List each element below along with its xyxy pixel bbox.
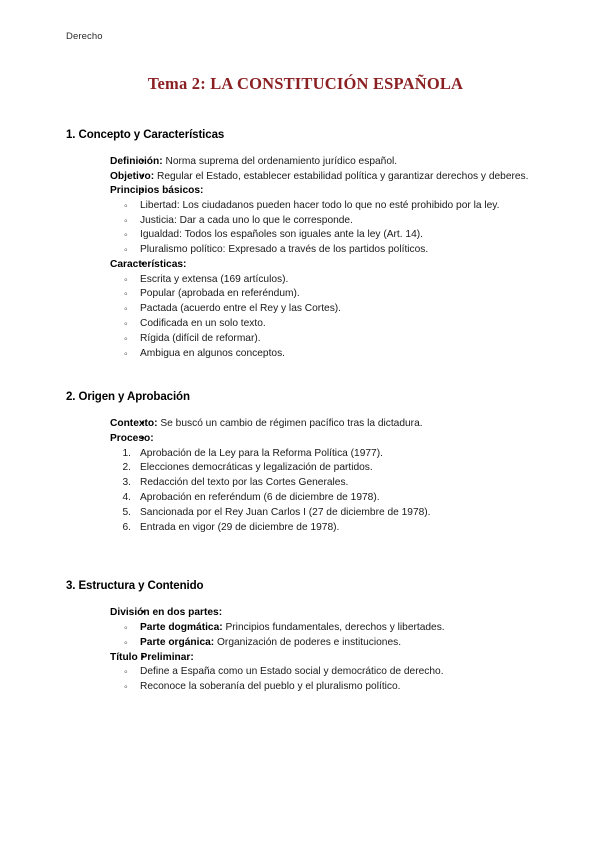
item-lead: Contexto: [110, 418, 158, 430]
sub-item-lead: Parte orgánica: [140, 636, 215, 648]
bullet-row [110, 606, 545, 621]
section-heading-1: 1. Concepto y Características [66, 129, 225, 141]
list-item [66, 258, 545, 361]
sub-item-text: Organización de poderes e instituciones. [214, 636, 402, 648]
bullet-row [110, 417, 545, 432]
item-lead: Características: [110, 258, 187, 270]
list-item [66, 184, 545, 258]
principios-basicos-sublist [110, 199, 545, 258]
numbered-list-item: Elecciones democráticas y legalización de partidos. [140, 462, 373, 474]
item-lead: Proceso: [110, 432, 154, 444]
sub-list-item: ◦ Pactada (acuerdo entre el Rey y las Cortes). [110, 302, 545, 317]
sub-list-item: ◦ Libertad: Los ciudadanos pueden hacer todo lo que no esté prohibido por la ley. [110, 199, 545, 214]
section-3-list [66, 606, 545, 694]
bullet-row [110, 184, 545, 199]
sub-list-item: ◦ Reconoce la soberanía del pueblo y el pluralismo político. [110, 680, 545, 695]
sub-list-item: ◦ Define a España como un Estado social y democrático de derecho. [110, 665, 545, 680]
page-title: Tema 2: LA CONSTITUCIÓN ESPAÑOLA [147, 74, 464, 93]
bullet-row [110, 651, 545, 666]
numbered-list-item: Aprobación en referéndum (6 de diciembre de 1978). [140, 491, 380, 503]
section-1-list [66, 155, 545, 361]
sub-list-item: ◦ Pluralismo político: Expresado a través de los partidos políticos. [110, 243, 545, 258]
list-item [66, 170, 545, 185]
list-item [66, 432, 545, 535]
running-header: Derecho [66, 31, 103, 42]
section-heading-3: 3. Estructura y Contenido [66, 580, 204, 593]
section-heading-2: 2. Origen y Aprobación [66, 391, 190, 404]
proceso-numbered-list [110, 447, 545, 536]
list-item [66, 155, 545, 170]
item-text: Norma suprema del ordenamiento jurídico español. [162, 156, 398, 167]
sub-list-item: ◦ Rígida (difícil de reformar). [110, 332, 545, 347]
sub-list-item: ◦ Ambigua en algunos conceptos. [110, 347, 545, 362]
bullet-row [110, 258, 545, 273]
titulo-preliminar-sublist [110, 665, 545, 695]
caracteristicas-sublist [110, 273, 545, 362]
bullet-row [110, 170, 545, 185]
sub-item-lead: Parte dogmática: [140, 621, 223, 633]
item-lead: División en dos partes: [110, 607, 223, 619]
division-partes-sublist [110, 621, 545, 651]
numbered-list-item: Redacción del texto por las Cortes Generales. [140, 477, 349, 489]
numbered-list-item: Sancionada por el Rey Juan Carlos I (27 de diciembre de 1978). [140, 506, 431, 518]
numbered-list-item: Aprobación de la Ley para la Reforma Política (1977). [140, 447, 383, 459]
list-item [66, 606, 545, 650]
sub-list-item: ◦ Codificada en un solo texto. [110, 317, 545, 332]
item-lead: Título Preliminar: [110, 651, 194, 663]
list-item [66, 417, 545, 432]
sub-list-item: ◦ Popular (aprobada en referéndum). [110, 287, 545, 302]
item-lead: Principios básicos: [110, 185, 204, 197]
item-lead: Objetivo: [110, 170, 155, 182]
item-text: Regular el Estado, establecer estabilidad política y garantizar derechos y deberes. [154, 170, 529, 182]
sub-item-text: Principios fundamentales, derechos y libertades. [222, 621, 445, 633]
sub-list-item: ◦ Escrita y extensa (169 artículos). [110, 273, 545, 288]
section-2-list [66, 417, 545, 535]
bullet-row [110, 432, 545, 447]
bullet-row [110, 155, 545, 170]
sub-list-item [110, 636, 545, 651]
sub-list-item: ◦ Justicia: Dar a cada uno lo que le corresponde. [110, 214, 545, 229]
item-lead: Definición: [110, 156, 163, 167]
numbered-list-item: Entrada en vigor (29 de diciembre de 1978). [140, 521, 340, 533]
item-text: Se buscó un cambio de régimen pacífico tras la dictadura. [157, 418, 423, 430]
sub-list-item: ◦ Igualdad: Todos los españoles son iguales ante la ley (Art. 14). [110, 228, 545, 243]
list-item [66, 651, 545, 695]
sub-list-item [110, 621, 545, 636]
